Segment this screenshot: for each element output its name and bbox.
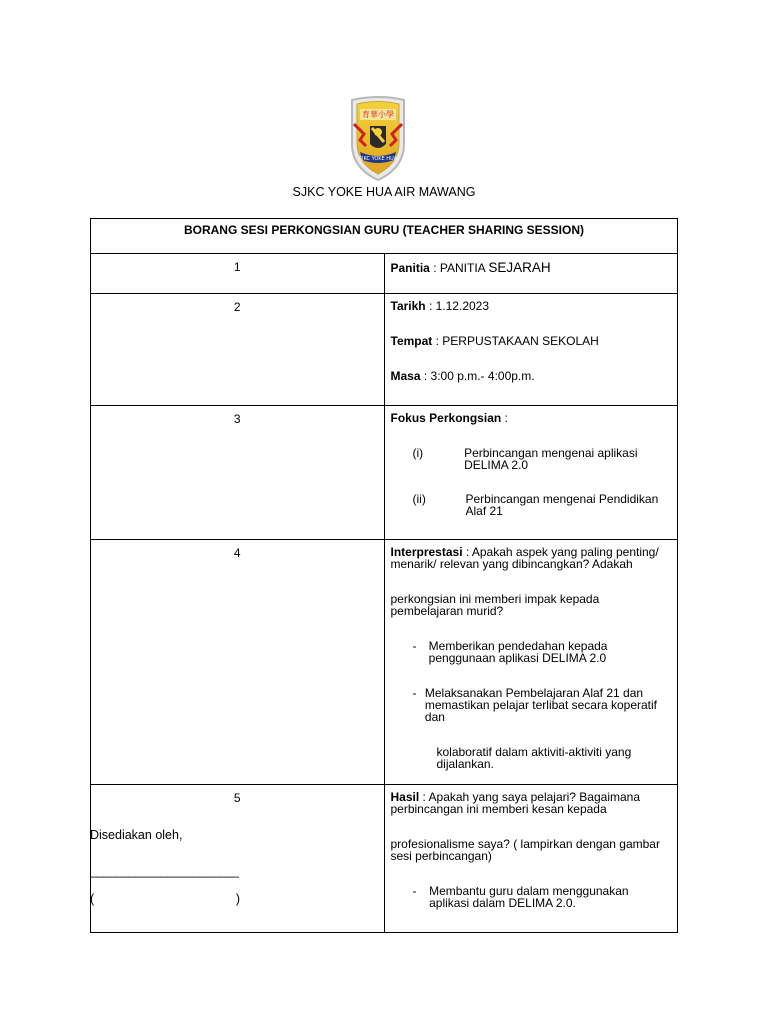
list-item bbox=[391, 447, 672, 471]
tarikh-label: Tarikh bbox=[390, 299, 426, 313]
masa-value: : 3:00 p.m.- 4:00p.m. bbox=[420, 369, 535, 383]
table-row bbox=[91, 785, 678, 933]
result-cell bbox=[384, 785, 678, 933]
interpretation-label: Interprestasi bbox=[390, 545, 463, 559]
focus-heading bbox=[391, 412, 672, 424]
masa-line bbox=[391, 370, 672, 382]
table-row bbox=[91, 294, 678, 406]
list-marker: (i) bbox=[412, 446, 424, 460]
table-row bbox=[91, 254, 678, 294]
list-marker: - bbox=[412, 884, 417, 898]
interpretation-question-line1 bbox=[391, 546, 672, 570]
list-marker: (ii) bbox=[412, 492, 426, 506]
list-text-continuation: kolaboratif dalam aktiviti-aktiviti yang dijalankan. bbox=[436, 745, 632, 771]
result-question-line2: profesionalisme saya? ( lampirkan dengan gambar sesi perbincangan) bbox=[390, 837, 660, 863]
paren-close: ) bbox=[235, 892, 240, 906]
interpretation-question-line2: perkongsian ini memberi impak kepada pembelajaran murid? bbox=[390, 592, 600, 618]
list-text: Melaksanakan Pembelajaran Alaf 21 dan memastikan pelajar terlibat secara koperatif dan bbox=[424, 686, 657, 724]
panitia-sep: : bbox=[429, 261, 440, 275]
focus-cell bbox=[384, 406, 678, 540]
result-question: : Apakah yang saya pelajari? Bagaimana perbincangan ini memberi kesan kepada bbox=[390, 790, 641, 816]
row-number: 1 bbox=[91, 254, 385, 294]
row-number: 2 bbox=[91, 294, 385, 406]
list-text: Perbincangan mengenai aplikasi DELIMA 2.0 bbox=[464, 446, 638, 472]
masa-label: Masa bbox=[390, 369, 421, 383]
result-label: Hasil bbox=[390, 790, 420, 804]
row-number: 5 bbox=[91, 785, 385, 933]
crest-chinese-text: 育華小學 bbox=[362, 110, 394, 119]
form-title-row bbox=[91, 219, 678, 254]
focus-sep: : bbox=[501, 411, 508, 425]
interpretation-cell bbox=[384, 540, 678, 785]
table-row bbox=[91, 406, 678, 540]
paren-open: ( bbox=[90, 892, 95, 906]
focus-label: Fokus Perkongsian bbox=[390, 411, 502, 425]
prepared-by-label: Disediakan oleh, bbox=[90, 828, 183, 842]
signature-line: _______________________ bbox=[90, 864, 239, 878]
sharing-session-form-table bbox=[90, 218, 678, 933]
tempat-label: Tempat bbox=[390, 334, 433, 348]
list-item bbox=[391, 640, 672, 664]
crest-banner-text: SJKC YOKE HUA bbox=[358, 156, 398, 162]
panitia-label: Panitia bbox=[390, 261, 430, 275]
result-question-line1 bbox=[391, 791, 672, 815]
row-number: 3 bbox=[91, 406, 385, 540]
tempat-line bbox=[391, 335, 672, 347]
name-placeholder bbox=[90, 892, 240, 906]
tarikh-line bbox=[391, 300, 672, 312]
tempat-value: : PERPUSTAKAAN SEKOLAH bbox=[432, 334, 599, 348]
list-text: Membantu guru dalam menggunakan aplikasi dalam DELIMA 2.0. bbox=[429, 884, 629, 910]
row-number: 4 bbox=[91, 540, 385, 785]
list-text: Memberikan pendedahan kepada penggunaan aplikasi DELIMA 2.0 bbox=[428, 639, 608, 665]
list-item bbox=[391, 493, 672, 517]
list-item bbox=[391, 687, 672, 723]
list-marker: - bbox=[412, 639, 417, 653]
panitia-value: SEJARAH bbox=[488, 260, 551, 275]
panitia-cell bbox=[384, 254, 678, 294]
table-row bbox=[91, 540, 678, 785]
date-place-time-cell bbox=[384, 294, 678, 406]
panitia-value-prefix: PANITIA bbox=[439, 261, 489, 275]
interpretation-question: : Apakah aspek yang paling penting/ menarik/ relevan yang dibincangkan? Adakah bbox=[390, 545, 659, 571]
list-text: Perbincangan mengenai Pendidikan Alaf 21 bbox=[465, 492, 659, 518]
form-title: BORANG SESI PERKONGSIAN GURU (TEACHER SHARING SESSION) bbox=[91, 219, 678, 254]
school-name: SJKC YOKE HUA AIR MAWANG bbox=[292, 185, 476, 199]
school-crest-logo bbox=[346, 94, 410, 184]
tarikh-value: : 1.12.2023 bbox=[425, 299, 490, 313]
list-marker: - bbox=[412, 686, 417, 700]
list-item bbox=[391, 885, 672, 909]
